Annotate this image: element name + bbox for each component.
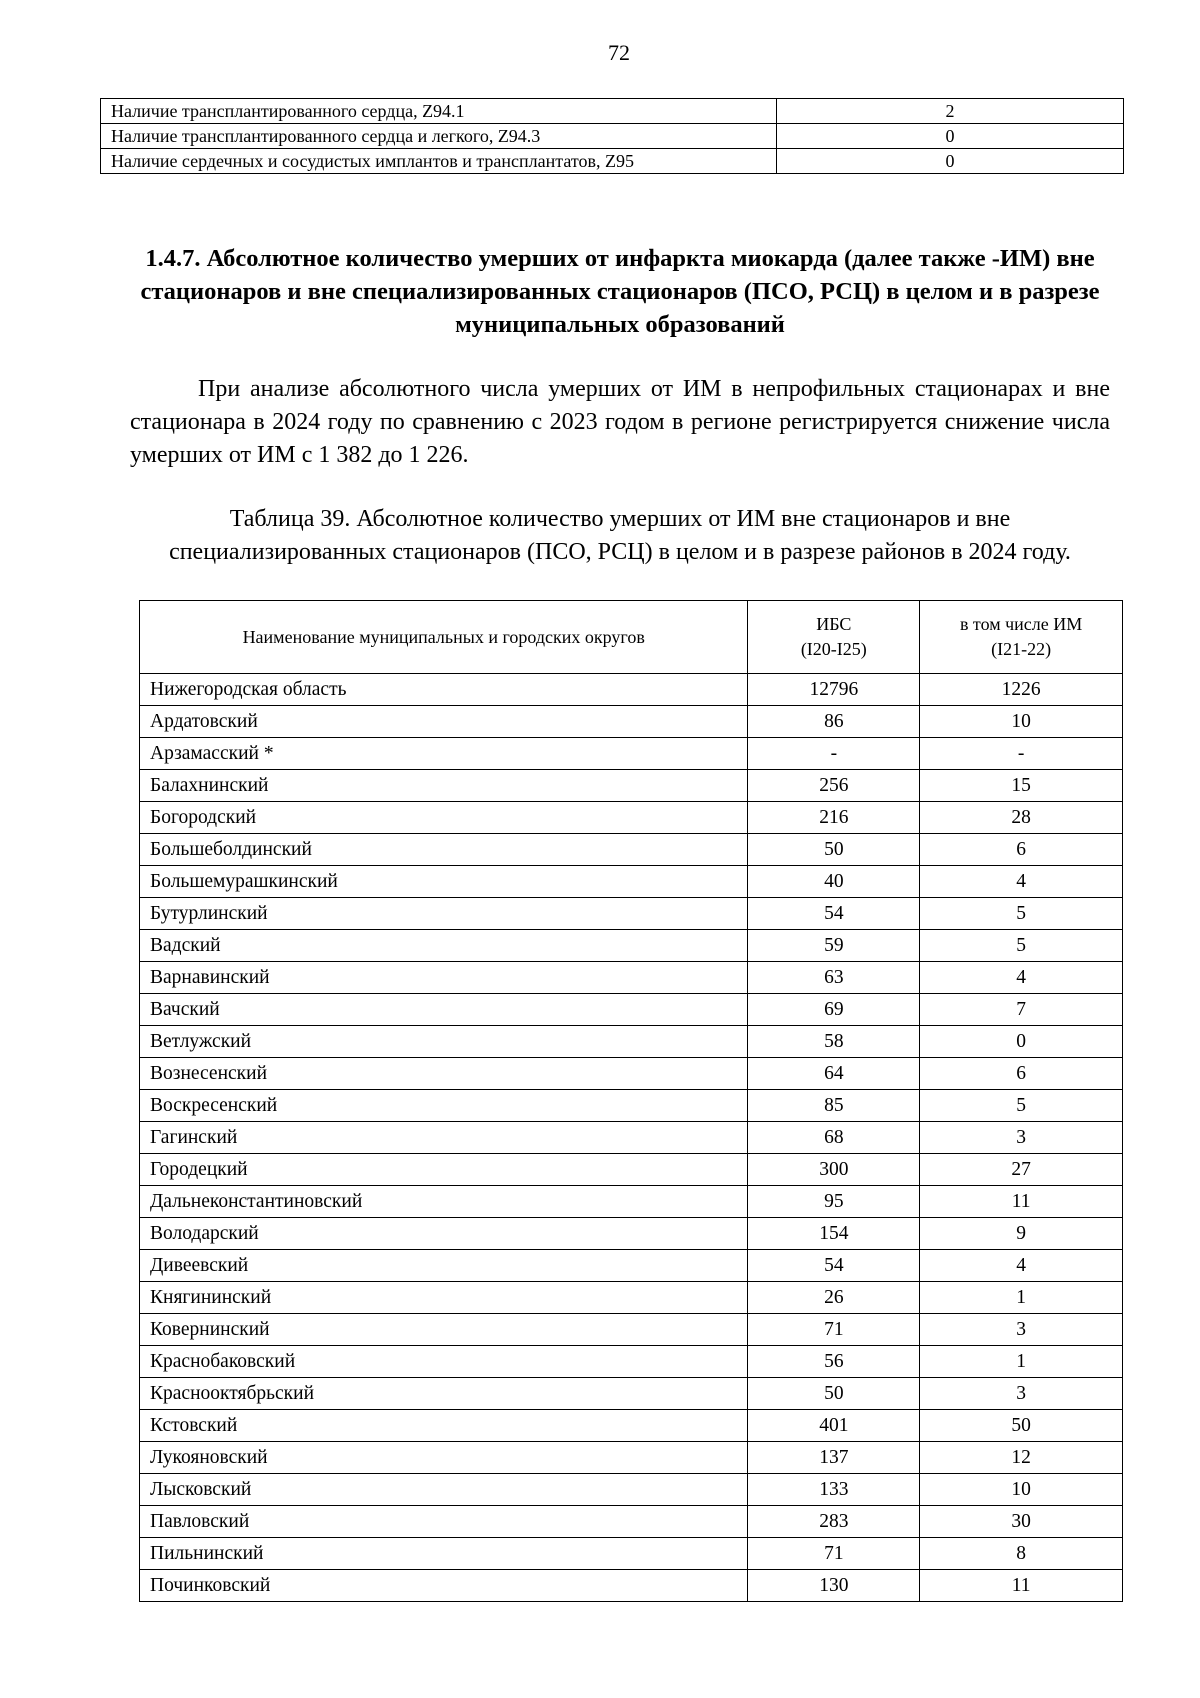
municipality-name: Большемурашкинский — [140, 866, 748, 898]
municipality-name: Дальнеконстантиновский — [140, 1186, 748, 1218]
ibs-count: 12796 — [748, 674, 920, 706]
im-count: 30 — [920, 1506, 1123, 1538]
im-count: 6 — [920, 1058, 1123, 1090]
im-count: 27 — [920, 1154, 1123, 1186]
table-row — [140, 834, 1123, 866]
im-count: 7 — [920, 994, 1123, 1026]
im-count: 5 — [920, 930, 1123, 962]
table-row — [140, 1122, 1123, 1154]
im-count: 4 — [920, 962, 1123, 994]
municipality-name: Нижегородская область — [140, 674, 748, 706]
ibs-count: 71 — [748, 1314, 920, 1346]
table-row — [140, 1442, 1123, 1474]
diagnosis-count: 2 — [777, 99, 1124, 124]
municipality-name: Ковернинский — [140, 1314, 748, 1346]
municipality-name: Балахнинский — [140, 770, 748, 802]
ibs-count: 54 — [748, 898, 920, 930]
municipality-name: Вачский — [140, 994, 748, 1026]
table-row — [140, 1218, 1123, 1250]
table-row — [140, 930, 1123, 962]
municipality-name: Ардатовский — [140, 706, 748, 738]
header-ibs-title: ИБС — [816, 614, 852, 634]
table-row — [140, 1090, 1123, 1122]
table-row — [140, 898, 1123, 930]
ibs-count: 85 — [748, 1090, 920, 1122]
ibs-count: 95 — [748, 1186, 920, 1218]
diagnosis-label: Наличие сердечных и сосудистых имплантов и трансплантатов, Z95 — [101, 149, 777, 174]
ibs-count: 56 — [748, 1346, 920, 1378]
table-row — [140, 738, 1123, 770]
header-im — [920, 601, 1123, 674]
municipality-name: Бутурлинский — [140, 898, 748, 930]
table-row — [140, 994, 1123, 1026]
section-heading: 1.4.7. Абсолютное количество умерших от инфаркта миокарда (далее также -ИМ) вне стационаров и вне специализированных стационаров (ПСО, РСЦ) в целом и в разрезе муниципальных образований — [140, 245, 1100, 338]
municipality-name: Варнавинский — [140, 962, 748, 994]
table-row — [140, 1378, 1123, 1410]
ibs-count: 300 — [748, 1154, 920, 1186]
diagnosis-count: 0 — [777, 124, 1124, 149]
table-row — [140, 674, 1123, 706]
table-row — [140, 962, 1123, 994]
im-count: 10 — [920, 706, 1123, 738]
table-row — [140, 1250, 1123, 1282]
ibs-count: 216 — [748, 802, 920, 834]
im-count: 12 — [920, 1442, 1123, 1474]
header-ibs — [748, 601, 920, 674]
ibs-count: 283 — [748, 1506, 920, 1538]
municipality-name: Вознесенский — [140, 1058, 748, 1090]
municipality-name: Починковский — [140, 1570, 748, 1602]
ibs-count: 401 — [748, 1410, 920, 1442]
table-row — [140, 1346, 1123, 1378]
table-row — [140, 1154, 1123, 1186]
diagnosis-label: Наличие трансплантированного сердца, Z94.1 — [101, 99, 777, 124]
municipality-name: Лысковский — [140, 1474, 748, 1506]
im-count: 1 — [920, 1346, 1123, 1378]
im-count: 50 — [920, 1410, 1123, 1442]
municipality-name: Богородский — [140, 802, 748, 834]
table-row — [140, 770, 1123, 802]
table-row — [140, 1282, 1123, 1314]
ibs-count: 256 — [748, 770, 920, 802]
ibs-count: - — [748, 738, 920, 770]
im-count: 1226 — [920, 674, 1123, 706]
im-count: 11 — [920, 1570, 1123, 1602]
header-im-title: в том числе ИМ — [959, 614, 1083, 634]
im-count: 5 — [920, 1090, 1123, 1122]
table-row — [140, 1506, 1123, 1538]
municipality-name: Княгининский — [140, 1282, 748, 1314]
ibs-count: 63 — [748, 962, 920, 994]
municipality-name: Воскресенский — [140, 1090, 748, 1122]
table-row — [140, 1474, 1123, 1506]
im-count: 1 — [920, 1282, 1123, 1314]
im-count: 3 — [920, 1314, 1123, 1346]
municipality-name: Арзамасский * — [140, 738, 748, 770]
im-count: 4 — [920, 1250, 1123, 1282]
table-caption: Таблица 39. Абсолютное количество умерших от ИМ вне стационаров и вне специализированных стационаров (ПСО, РСЦ) в целом и в разрезе районов в 2024 году. — [169, 506, 1071, 565]
table-row — [140, 1314, 1123, 1346]
ibs-count: 68 — [748, 1122, 920, 1154]
ibs-count: 133 — [748, 1474, 920, 1506]
table-row — [140, 1410, 1123, 1442]
im-count: 8 — [920, 1538, 1123, 1570]
municipality-name: Городецкий — [140, 1154, 748, 1186]
ibs-count: 130 — [748, 1570, 920, 1602]
page-number: 72 — [608, 40, 630, 65]
municipality-name: Дивеевский — [140, 1250, 748, 1282]
table-row — [140, 866, 1123, 898]
table-row — [140, 1186, 1123, 1218]
im-count: 4 — [920, 866, 1123, 898]
header-municipality: Наименование муниципальных и городских округов — [140, 601, 748, 674]
table-row — [101, 99, 1124, 124]
im-count: 5 — [920, 898, 1123, 930]
municipality-name: Кстовский — [140, 1410, 748, 1442]
im-count: 3 — [920, 1378, 1123, 1410]
im-count: 15 — [920, 770, 1123, 802]
municipality-name: Гагинский — [140, 1122, 748, 1154]
ibs-count: 58 — [748, 1026, 920, 1058]
municipality-name: Большеболдинский — [140, 834, 748, 866]
municipality-name: Володарский — [140, 1218, 748, 1250]
table-row — [140, 1570, 1123, 1602]
municipality-name: Павловский — [140, 1506, 748, 1538]
ibs-count: 40 — [748, 866, 920, 898]
im-count: 9 — [920, 1218, 1123, 1250]
table-row — [140, 1538, 1123, 1570]
im-count: 11 — [920, 1186, 1123, 1218]
table-row — [140, 1026, 1123, 1058]
ibs-count: 26 — [748, 1282, 920, 1314]
im-count: 3 — [920, 1122, 1123, 1154]
ibs-count: 59 — [748, 930, 920, 962]
municipality-name: Краснооктябрьский — [140, 1378, 748, 1410]
im-count: 28 — [920, 802, 1123, 834]
im-count: - — [920, 738, 1123, 770]
mortality-table — [139, 600, 1123, 1602]
body-paragraph: При анализе абсолютного числа умерших от ИМ в непрофильных стационарах и вне стационара в 2024 году по сравнению с 2023 годом в регионе регистрируется снижение числа умерших от ИМ с 1 382 до 1 226. — [130, 376, 1110, 468]
municipality-name: Краснобаковский — [140, 1346, 748, 1378]
ibs-count: 50 — [748, 1378, 920, 1410]
ibs-count: 54 — [748, 1250, 920, 1282]
municipality-name: Вадский — [140, 930, 748, 962]
ibs-count: 86 — [748, 706, 920, 738]
table-row — [101, 149, 1124, 174]
ibs-count: 69 — [748, 994, 920, 1026]
im-count: 0 — [920, 1026, 1123, 1058]
ibs-count: 137 — [748, 1442, 920, 1474]
header-im-codes: (I21-22) — [991, 639, 1052, 659]
ibs-count: 71 — [748, 1538, 920, 1570]
table-row — [140, 706, 1123, 738]
table-header-row — [140, 601, 1123, 674]
diagnosis-table — [100, 98, 1124, 174]
header-ibs-codes: (I20-I25) — [800, 639, 867, 659]
table-row — [140, 1058, 1123, 1090]
table-row — [101, 124, 1124, 149]
im-count: 6 — [920, 834, 1123, 866]
ibs-count: 154 — [748, 1218, 920, 1250]
municipality-name: Пильнинский — [140, 1538, 748, 1570]
municipality-name: Ветлужский — [140, 1026, 748, 1058]
im-count: 10 — [920, 1474, 1123, 1506]
diagnosis-label: Наличие трансплантированного сердца и легкого, Z94.3 — [101, 124, 777, 149]
municipality-name: Лукояновский — [140, 1442, 748, 1474]
diagnosis-count: 0 — [777, 149, 1124, 174]
table-row — [140, 802, 1123, 834]
ibs-count: 64 — [748, 1058, 920, 1090]
ibs-count: 50 — [748, 834, 920, 866]
